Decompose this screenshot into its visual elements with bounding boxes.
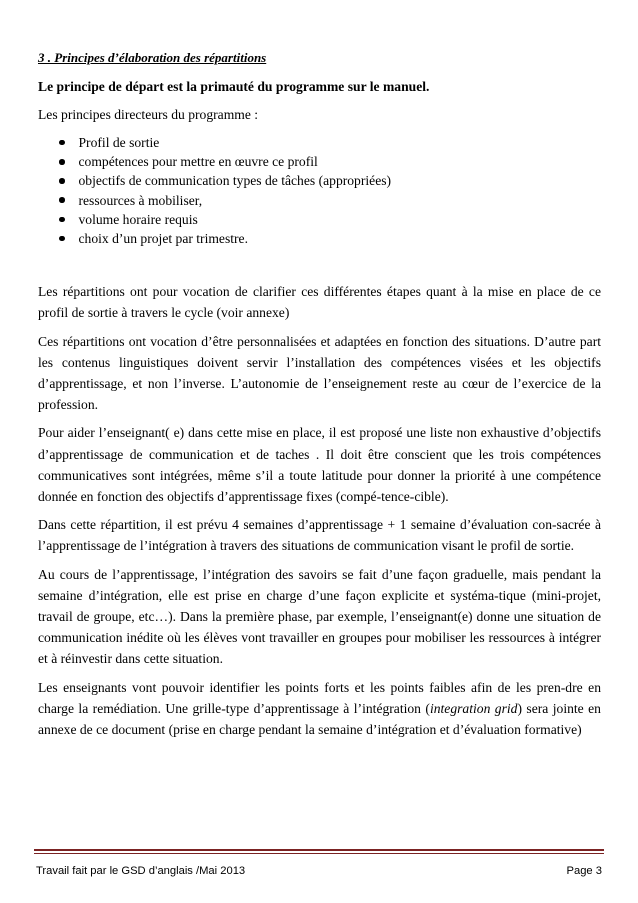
bullet-icon [59, 159, 65, 165]
paragraph: Les répartitions ont pour vocation de clarifier ces différentes étapes quant à la mise en place de ce profil de sortie à travers le cycle (voir annexe) [38, 284, 601, 321]
list-item [56, 152, 601, 171]
list-item-text: ressources à mobiliser, [78, 192, 203, 208]
intro-text: Les principes directeurs du programme : [38, 107, 259, 122]
list-item [56, 210, 601, 229]
bullet-list [38, 133, 601, 248]
list-item-text: Profil de sortie [78, 135, 160, 150]
page-content [38, 50, 601, 747]
paragraph: Au cours de l’apprentissage, l’intégration des savoirs se fait d’une façon graduelle, mais pendant la semaine d’intégration, elle est prise en charge d’une façon explicite et systéma-tique (mini-projet, travail de groupe, etc…). Dans la première phase, par exemple, l’enseignant(e) donne une situation de communication inédite où les élèves vont travailler en groupes pour mobiliser les ressources à intégrer et à réinvestir dans cette situation. [38, 566, 601, 667]
section-title: 3 . Principes d’élaboration des répartitions [38, 50, 267, 65]
bullet-icon [59, 178, 65, 184]
paragraph: Ces répartitions ont vocation d’être personnalisées et adaptées en fonction des situations. D’autre part les contenus linguistiques doivent servir l’installation des compétences visées et les objectifs d’apprentissage, et non l’inverse. L’autonomie de l’enseignement reste au cœur de l’exercice de la profession. [38, 333, 601, 413]
paragraph: Pour aider l’enseignant( e) dans cette mise en place, il est proposé une liste non exhaustive d’objectifs d’apprentissage de communication et de taches . Il doit être conscient que les trois compétences communicatives sont intégrées, même s’il a toute latitude pour donner la priorité à une compétence donnée en fonction des objectifs d’apprentissage fixes (compé-tence-cible). [38, 425, 601, 505]
page-footer [36, 864, 602, 878]
paragraph-text: ) sera jointe en annexe de ce document (prise en charge pendant la semaine d’intégration et d’évaluation formative) [38, 700, 601, 738]
list-item [56, 191, 601, 210]
paragraph [38, 677, 601, 741]
lead-statement: Le principe de départ est la primauté du programme sur le manuel. [38, 79, 430, 94]
list-item [56, 133, 601, 152]
italic-term: integration grid [429, 700, 518, 716]
list-item-text: choix d’un projet par trimestre. [78, 231, 248, 247]
list-item [56, 229, 601, 248]
list-item-text: compétences pour mettre en œuvre ce profil [78, 154, 318, 170]
paragraph: Dans cette répartition, il est prévu 4 semaines d’apprentissage + 1 semaine d’évaluation con-sacrée à l’apprentissage de l’intégration à travers des situations de communication visant le profil de sortie. [38, 517, 601, 554]
bullet-icon [59, 236, 65, 242]
paragraph-text: Les enseignants vont pouvoir identifier les points forts et les points faibles afin de les pren-dre en charge la remédiation. Une grille-type d’apprentissage à l’intégration ( [38, 679, 601, 716]
footer-rule-thin [34, 853, 604, 854]
list-item [56, 171, 601, 190]
page-number: Page 3 [566, 865, 602, 877]
bullet-icon [59, 140, 65, 146]
list-item-text: volume horaire requis [78, 211, 198, 227]
footer-credit: Travail fait par le GSD d’anglais /Mai 2013 [36, 865, 246, 877]
footer-rule [34, 849, 604, 851]
bullet-icon [59, 217, 65, 223]
bullet-icon [59, 197, 65, 203]
list-item-text: objectifs de communication types de tâches (appropriées) [78, 173, 392, 189]
